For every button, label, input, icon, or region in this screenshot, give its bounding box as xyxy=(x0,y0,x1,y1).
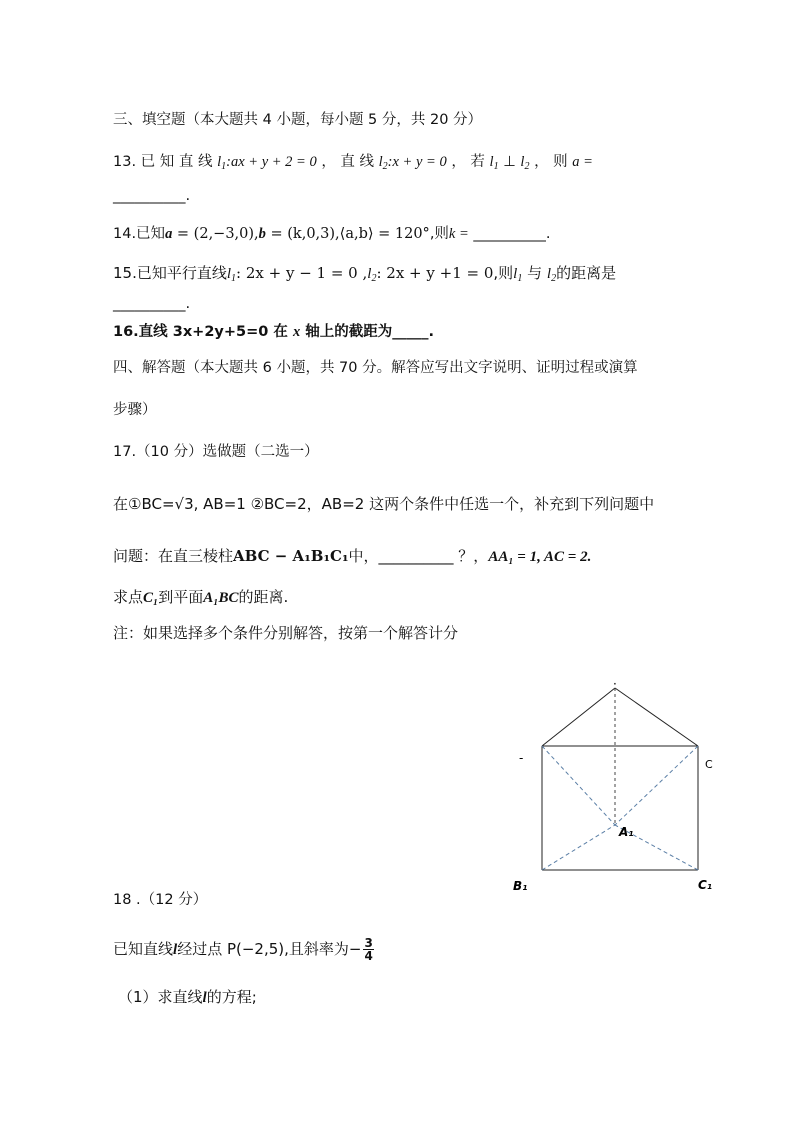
q18-part1-pre: （1）求直线 xyxy=(118,988,203,1006)
q15-end: 的距离是 xyxy=(556,264,617,282)
edge-top-right xyxy=(615,688,698,746)
q18-part1-post: 的方程; xyxy=(206,988,257,1006)
line-l-symbol: l xyxy=(173,942,178,958)
prism-figure xyxy=(505,680,725,895)
slope-numerator: 3 xyxy=(364,936,373,950)
q16-axis: x xyxy=(292,324,301,340)
q17-options: 在①BC=√3, AB=1 ②BC=2，AB=2 这两个条件中任选一个，补充到下列问题中 xyxy=(113,495,655,513)
q13-variable: a = xyxy=(572,154,593,170)
slope-denominator: 4 xyxy=(364,949,373,963)
q15-l2-equation: : 2x + y +1 = 0 xyxy=(376,264,494,282)
vector-a-value: = (2,−3,0), xyxy=(172,226,259,242)
plane-a1bc: A₁BC xyxy=(203,590,239,606)
q17-ask-end: 的距离. xyxy=(238,588,289,606)
slope-fraction xyxy=(363,937,373,962)
label-c1: C₁ xyxy=(698,878,713,892)
q17-ask xyxy=(113,586,288,607)
l1-symbol: $l_1$ xyxy=(226,266,237,284)
question-18-heading: 18 .（12 分） xyxy=(113,892,208,908)
perpendicular-symbol: ⊥ xyxy=(503,154,516,170)
question-14 xyxy=(113,222,551,243)
prism-name: ABC − A₁B₁C₁ xyxy=(233,547,349,565)
q14-variable: k = xyxy=(448,226,469,242)
section-4-heading: 四、解答题（本大题共 6 小题，共 70 分。解答应写出文字说明、证明过程或演算 xyxy=(113,360,638,376)
label-right: C xyxy=(705,758,713,771)
q15-ask: ,则 xyxy=(493,264,514,282)
q17-problem-mid: 中，__________ ？， xyxy=(348,547,489,565)
q14-prefix: 14.已知 xyxy=(113,226,166,242)
section-3-heading: 三、填空题（本大题共 4 小题，每小题 5 分，共 20 分） xyxy=(113,112,483,128)
q17-problem xyxy=(113,545,591,566)
label-top: · xyxy=(613,680,617,691)
l2-symbol: $l_2$ xyxy=(367,266,377,284)
q16-text-pre: 16.直线 3x+2y+5=0 在 xyxy=(113,324,288,340)
section-4-heading-cont: 步骤） xyxy=(113,402,157,418)
q13-cond-text: ， 若 xyxy=(451,154,485,170)
angle-expression: ⟨a,b⟩ = 120° xyxy=(339,226,430,242)
q13-mid-text: ， 直 线 xyxy=(321,154,375,170)
q18-stmt-mid: 经过点 P(−2,5),且斜率为− xyxy=(177,940,362,958)
question-13 xyxy=(113,150,593,172)
l2-symbol: $l_2$ xyxy=(546,266,557,284)
q15-answer-blank: __________. xyxy=(113,296,191,312)
q13-l2-equation: :x + y = 0 xyxy=(387,154,447,170)
question-16 xyxy=(113,320,434,341)
q15-and: 与 xyxy=(527,264,543,282)
point-c1: C₁ xyxy=(143,590,159,606)
q18-statement xyxy=(113,937,374,962)
question-17-heading: 17.（10 分）选做题（二选一） xyxy=(113,444,319,460)
l1-symbol: $l_1$ xyxy=(489,154,499,172)
label-a1: A₁ xyxy=(619,825,634,839)
vector-a: a xyxy=(165,226,173,242)
edge-top-left xyxy=(542,688,615,746)
l2-symbol: $l_2$ xyxy=(520,154,530,172)
q17-ask-mid: 到平面 xyxy=(158,588,204,606)
l1-symbol: $l_1$ xyxy=(513,266,523,284)
q13-ask-text: ， 则 xyxy=(534,154,568,170)
q14-ask: ,则 xyxy=(429,226,449,242)
vector-b: b xyxy=(258,226,266,242)
q15-l1-equation: : 2x + y − 1 = 0 , xyxy=(236,264,368,282)
q16-text-post: 轴上的截距为_____. xyxy=(305,324,435,340)
q17-ask-pre: 求点 xyxy=(113,588,144,606)
l2-symbol: $l_2$ xyxy=(378,154,388,172)
q15-prefix: 15.已知平行直线 xyxy=(113,264,227,282)
q18-part-1 xyxy=(118,986,257,1007)
q18-stmt-pre: 已知直线 xyxy=(113,940,174,958)
question-15 xyxy=(113,262,616,284)
label-b1: B₁ xyxy=(513,879,528,893)
hidden-edge-diagonal-2 xyxy=(615,746,698,825)
q13-l1-equation: :ax + y + 2 = 0 xyxy=(226,154,317,170)
hidden-edge-diagonal-5 xyxy=(542,746,698,870)
hidden-edge-diagonal-3 xyxy=(542,825,615,870)
q17-note: 注：如果选择多个条件分别解答，按第一个解答计分 xyxy=(113,624,459,642)
q13-answer-blank: __________. xyxy=(113,188,191,204)
l1-symbol: $l_1$ xyxy=(217,154,227,172)
q17-problem-pre: 问题：在直三棱柱 xyxy=(113,547,234,565)
line-l-symbol: l xyxy=(202,990,207,1006)
vector-b-value: = (k,0,3), xyxy=(265,226,340,242)
q14-answer-blank: __________. xyxy=(473,226,551,242)
q13-number: 13. 已 知 直 线 xyxy=(113,154,213,170)
label-left: - xyxy=(519,751,524,765)
hidden-edge-diagonal-1 xyxy=(542,746,615,825)
q17-given: AA₁ = 1, AC = 2. xyxy=(488,549,592,565)
